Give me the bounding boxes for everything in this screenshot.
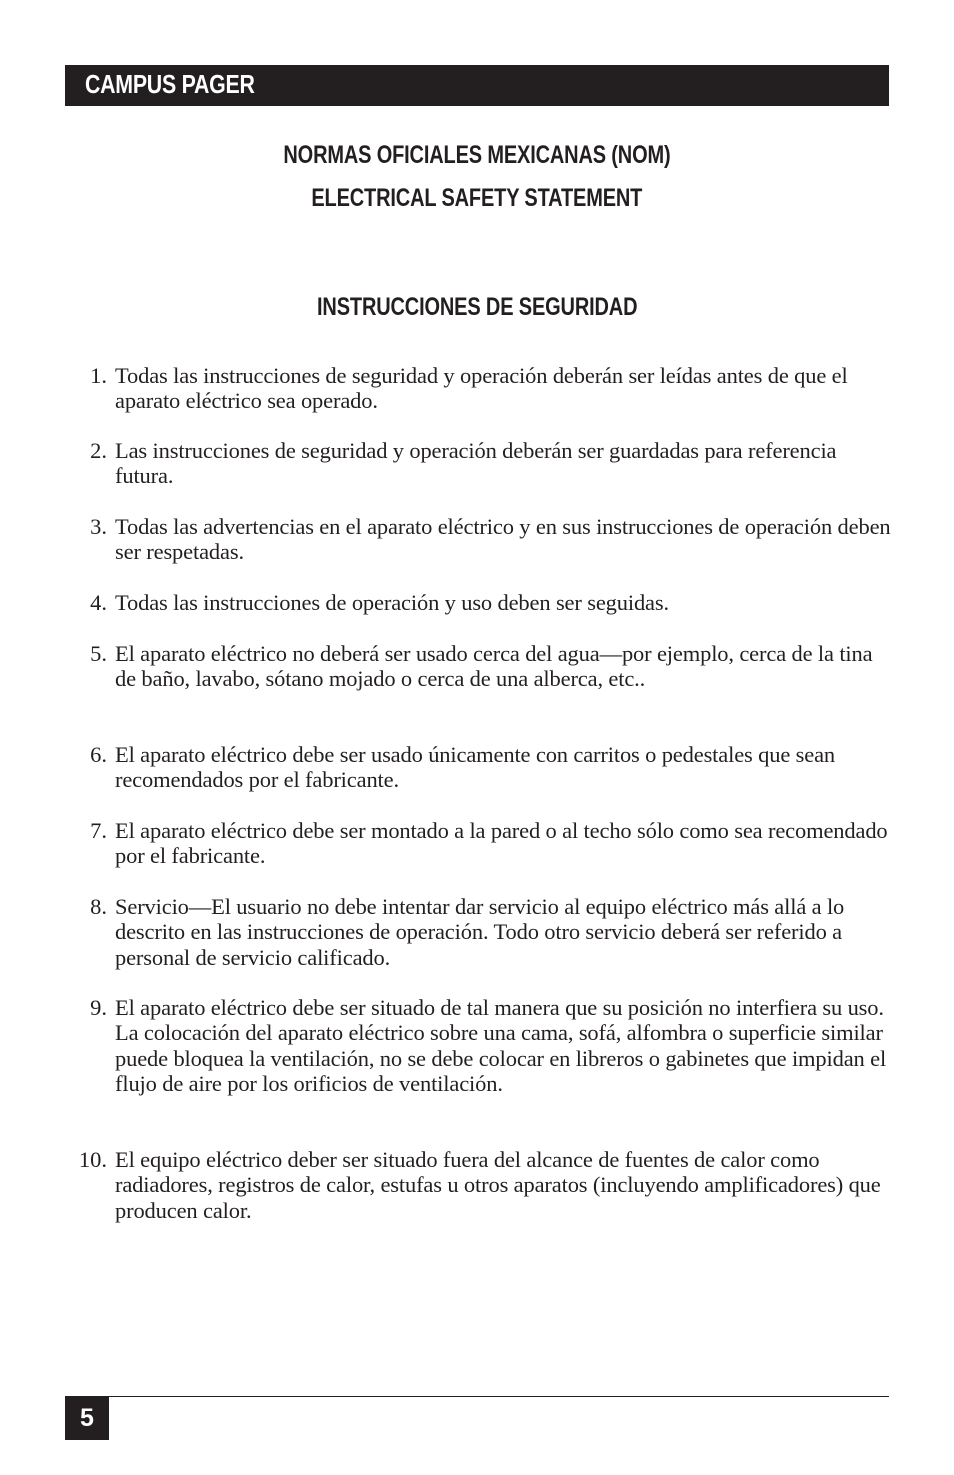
page-number-box — [65, 1397, 109, 1440]
list-item-number: 5. — [90, 641, 107, 666]
section-title-instrucciones — [0, 293, 954, 322]
list-item-number: 1. — [90, 363, 107, 388]
list-item-number: 3. — [90, 514, 107, 539]
list-item-number: 2. — [90, 438, 107, 463]
list-item-number: 9. — [90, 995, 107, 1020]
list-item-text: El aparato eléctrico debe ser situado de tal manera que su posición no interfiera su uso. La colocación del aparato eléctrico sobre una cama, sofá, alfombra o superficie similar puede bloquea la ventilación, no se debe colocar en libreros o gabinetes que impidan el flujo de aire por los orificios de ventilación. — [115, 995, 887, 1096]
running-header-bar — [65, 65, 889, 106]
heading-electrical-safety-text: ELECTRICAL SAFETY STATEMENT — [311, 184, 643, 212]
list-item-text: El equipo eléctrico deber ser situado fuera del alcance de fuentes de calor como radiadores, registros de calor, estufas u otros aparatos (incluyendo amplificadores) que producen calor. — [115, 1147, 881, 1223]
list-item-text: Las instrucciones de seguridad y operación deberán ser guardadas para referencia futura. — [115, 438, 837, 489]
heading-nom-text: NORMAS OFICIALES MEXICANAS (NOM) — [283, 141, 671, 169]
heading-electrical-safety — [0, 184, 954, 213]
list-item-text: El aparato eléctrico debe ser usado únicamente con carritos o pedestales que sean recomendados por el fabricante. — [115, 742, 836, 793]
heading-nom — [0, 141, 954, 170]
list-item-number: 8. — [90, 894, 107, 919]
list-item-number: 6. — [90, 742, 107, 767]
list-item-text: Servicio—El usuario no debe intentar dar servicio al equipo eléctrico más allá a lo descrito en las instrucciones de operación. Todo otro servicio deberá ser referido a personal de servicio calificado. — [115, 894, 845, 970]
list-item-number: 7. — [90, 818, 107, 843]
list-item-number: 4. — [90, 590, 107, 615]
list-item-text: Todas las advertencias en el aparato eléctrico y en sus instrucciones de operación deben ser respetadas. — [115, 514, 891, 565]
section-title-text: INSTRUCCIONES DE SEGURIDAD — [316, 293, 638, 321]
running-header-title: CAMPUS PAGER — [85, 69, 255, 99]
page-number: 5 — [80, 1404, 94, 1432]
list-item-text: El aparato eléctrico no deberá ser usado cerca del agua—por ejemplo, cerca de la tina de baño, lavabo, sótano mojado o cerca de una alberca, etc.. — [115, 641, 873, 692]
list-item-text: El aparato eléctrico debe ser montado a la pared o al techo sólo como sea recomendado por el fabricante. — [115, 818, 888, 869]
list-item-number: 10. — [78, 1147, 107, 1172]
list-item-text: Todas las instrucciones de operación y uso deben ser seguidas. — [115, 590, 669, 615]
footer-rule — [65, 1396, 889, 1397]
list-item-text: Todas las instrucciones de seguridad y operación deberán ser leídas antes de que el aparato eléctrico sea operado. — [115, 363, 848, 414]
